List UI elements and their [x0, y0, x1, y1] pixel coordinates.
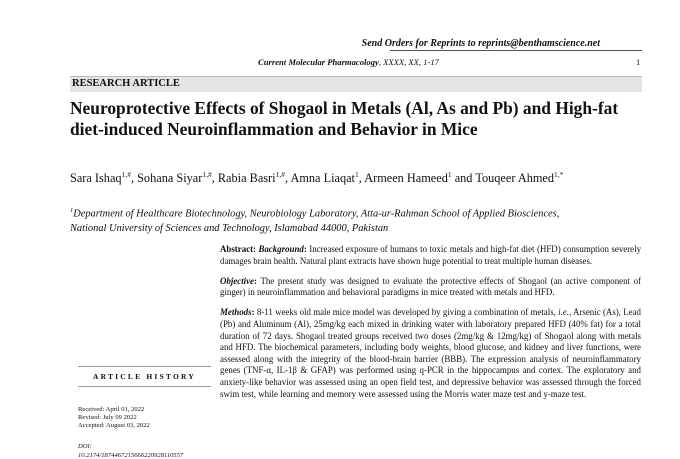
abstract-methods: Methods: 8-11 weeks old male mice model was developed by giving a combination of metals, i.e., Arsenic (As), Lead (Pb) and Aluminum (Al), 25mg/kg each mixed in drinking water with laboratory prepared HFD (40% fat) for a total duration of 72 days. Shogaol treated groups received two doses (2mg/kg & 12mg/kg) of Shogaol along with metals and HFD. The biochemical parameters, including body weights, blood glucose, and kidney and liver functions, were assessed along with the integrity of the blood-brain barrier (BBB). The expression analysis of neuroinflammatory genes (TNF-α, IL-1β & GFAP) was performed using q-PCR in the hippocampus and cortex. The exploratory and anxiety-like behavior was assessed using an open field test, and depressive behavior was assessed through the forced swim test, while learning and memory were assessed using the Morris water maze test and y-maze test. — [220, 307, 641, 399]
article-history-heading: ARTICLE HISTORY — [93, 372, 196, 381]
author-name: Armeen Hameed — [364, 171, 448, 186]
methods-text-end: , Arsenic (As), Lead (Pb) and Aluminum (Al), 25mg/kg each mixed in drinking water with laboratory prepared HFD (40% fat) for a total duration of 72 days. Shogaol treated groups received two doses (2mg/kg & 12mg/kg) of Shogaol along with metals and HFD. The biochemical parameters, including body weights, blood glucose, and kidney and liver functions, were assessed along with the integrity of the blood-brain barrier (BBB). The expression analysis of neuroinflammatory genes (TNF-α, IL-1β & GFAP) was performed using q-PCR in the hippocampus and cortex. The exploratory and anxiety-like behavior was assessed using an open field test, and depressive behavior was assessed through the forced swim test, while learning and memory were assessed using the Morris water maze test and y-maze test. — [220, 307, 641, 399]
author-separator: , — [358, 171, 365, 186]
author-separator: , — [284, 171, 291, 186]
abstract-background: Abstract: Background: Increased exposure of humans to toxic metals and high-fat diet (HFD) consumption severely damages brain health. Natural plant extracts have shown huge potential to treat multiple human diseases. — [220, 244, 642, 266]
article-type-label: RESEARCH ARTICLE — [72, 78, 180, 89]
page-number: 1 — [636, 57, 641, 67]
journal-name: Current Molecular Pharmacology — [258, 57, 379, 67]
author-separator: and — [451, 171, 476, 186]
author-list — [70, 170, 650, 186]
author-name: Sara Ishaq — [70, 171, 122, 186]
background-text: Increased exposure of humans to toxic metals and high-fat diet (HFD) consumption severely damages brain health. Natural plant extracts have shown huge potential to treat multiple human diseases. — [220, 244, 642, 266]
affiliation-mark: 1 — [70, 207, 74, 214]
author-name: Rabia Basri — [217, 171, 276, 186]
objective-text: The present study was designed to evaluate the protective effects of Shogaol (an active component of ginger) in neuroinflammation and behavioral paradigms in mice treated with metals and HFD. — [220, 275, 641, 298]
author-affiliation-mark: 1 — [447, 170, 452, 179]
reprints-text[interactable]: Send Orders for Reprints to reprints@benthamscience.net — [361, 38, 600, 49]
reprints-banner — [0, 36, 640, 52]
article-history-bottom-rule — [78, 386, 211, 387]
objective-label: Objective — [220, 275, 255, 286]
abstract-label: Abstract: — [220, 244, 256, 254]
accepted-date: Accepted: August 03, 2022 — [78, 422, 150, 429]
reprints-rule — [390, 50, 642, 51]
doi-link[interactable]: 10.2174/1874467215666220928110557 — [78, 452, 184, 459]
author-name: Sohana Siyar — [137, 171, 203, 186]
author-affiliation-mark: 1,# — [275, 170, 285, 179]
journal-citation: , XXXX, XX, 1-17 — [378, 57, 439, 67]
article-history-top-rule — [78, 366, 211, 367]
author-affiliation-mark: 1,# — [202, 170, 212, 179]
author-separator: , — [130, 171, 138, 186]
abstract — [220, 244, 641, 409]
received-date: Received: April 01, 2022 — [78, 406, 145, 413]
article-type-band — [70, 76, 642, 92]
paper-title: Neuroprotective Effects of Shogaol in Metals (Al, As and Pb) and High-fat diet-induced Neuroinflammation and Behavior in Mice — [70, 98, 619, 139]
abstract-objective: Objective: The present study was designed to evaluate the protective effects of Shogaol (an active component of ginger) in neuroinflammation and behavioral paradigms in mice treated with metals and HFD. — [220, 275, 641, 298]
affiliation-line-2: National University of Sciences and Technology, Islamabad 44000, Pakistan — [70, 223, 389, 235]
journal-line — [258, 57, 439, 67]
author-name: Amna Liaqat — [290, 171, 355, 186]
doi-label: DOI: — [78, 443, 92, 450]
author-separator: , — [211, 171, 218, 186]
affiliation-line-1: Department of Healthcare Biotechnology, Neurobiology Laboratory, Atta-ur-Rahman School of Applied Biosciences, — [73, 208, 560, 220]
author-name: Touqeer Ahmed — [475, 171, 555, 186]
author-affiliation-mark: 1,* — [554, 170, 564, 179]
methods-text-start: 8-11 weeks old male mice model was developed by giving a combination of metals, — [256, 307, 559, 318]
methods-label: Methods — [220, 307, 252, 318]
background-label: Background — [258, 244, 304, 254]
author-affiliation-mark: 1 — [354, 170, 359, 179]
author-affiliation-mark: 1,# — [121, 170, 131, 179]
affiliation — [70, 203, 650, 236]
revised-date: Revised: July 09 2022 — [78, 414, 137, 421]
methods-ie: i.e. — [558, 307, 570, 318]
